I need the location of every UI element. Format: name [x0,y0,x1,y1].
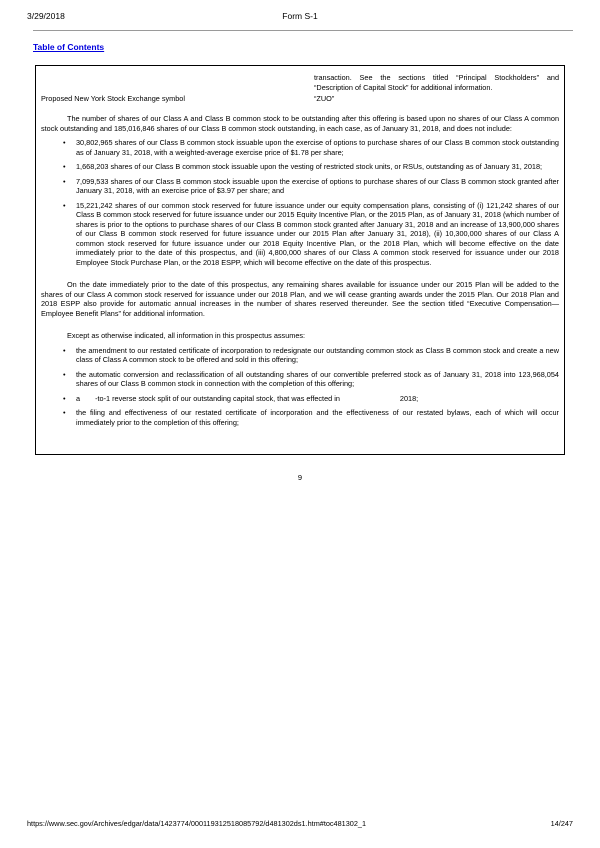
reverse-split-body: -to-1 reverse stock split of our outstanding capital stock, that was effected in [95,393,340,403]
page-number: 9 [297,473,303,482]
bullet-icon: • [63,138,66,147]
list-item-text: the amendment to our restated certificate of incorporation to redesignate our outstanding common stock as Class B common stock and create a new class of Class A common stock to be offered and sold in this offering; [76,345,559,364]
plan-rollover-paragraph: On the date immediately prior to the date of this prospectus, any remaining shares available for issuance under our 2015 Plan will be added to the shares of our Class A common stock reserved for issuance under our 2018 Plan, and we will cease granting awards under the 2015 Plan. Our 2018 Plan and 2018 ESPP also provide for automatic annual increases in the number of shares reserved thereunder. See the section titled “Executive Compensation—Employee Benefit Plans” for additional information. [41,280,559,318]
assumptions-list [41,346,559,428]
bullet-icon: • [63,200,66,210]
shares-outstanding-paragraph: The number of shares of our Class A and Class B common stock to be outstanding after this offering is based upon no shares of our Class A common stock outstanding and 185,016,846 shares of our Class B common stock outstanding, in each case, as of January 31, 2018, and does not include: [41,114,559,133]
footer-page-indicator: 14/247 [550,819,573,828]
bullet-icon: • [63,393,66,403]
list-item-text: the filing and effectiveness of our restated certificate of incorporation and the effectiveness of our restated bylaws, each of which will occur immediately prior to the completion of this offering; [76,408,559,427]
list-item [41,201,559,268]
bullet-icon: • [63,408,66,417]
print-date: 3/29/2018 [27,11,65,21]
table-of-contents-link[interactable]: Table of Contents [33,42,105,52]
list-item [41,408,559,427]
offering-summary-box [35,65,565,455]
list-item-text: the automatic conversion and reclassification of all outstanding shares of our convertible preferred stock as of January 31, 2018 into 123,968,054 shares of our Class B common stock in connection with the completion of this offering; [76,369,559,388]
reverse-split-text [76,394,559,404]
list-item-text: 7,099,533 shares of our Class B common stock issuable upon the exercise of options to purchase shares of our Class B common stock granted after January 31, 2018, with an exercise price of $3.97 per share; and [76,176,559,195]
bullet-icon: • [63,369,66,379]
continuation-text: transaction. See the sections titled “Principal Stockholders” and “Description of Capital Stock” for additional information. [314,73,559,92]
exchange-symbol-row [41,94,559,104]
print-header [27,11,573,23]
list-item [41,346,559,365]
list-item-text: 1,668,203 shares of our Class B common stock issuable upon the vesting of restricted stock units, or RSUs, outstanding as of January 31, 2018; [76,162,543,171]
list-item [41,370,559,389]
exchange-symbol-value: “ZUO” [314,93,335,103]
list-item [41,138,559,157]
header-divider [33,30,573,31]
list-item [41,162,559,172]
continuation-row [41,73,559,92]
footer-url: https://www.sec.gov/Archives/edgar/data/1423774/000119312518085792/d481302ds1.htm#toc481302_1 [27,819,367,828]
print-footer [27,819,573,828]
list-item-text: 15,221,242 shares of our common stock reserved for future issuance under our equity compensation plans, consisting of (i) 121,242 shares of our Class B common stock reserved for future issuance under our 2015 Equity Incentive Plan, or the 2015 Plan, as of January 31, 2018 (which number of shares is prior to the options to purchase shares of our Class B common stock granted after January 31, 2018 and an increase of 13,900,000 shares of our Class B common stock reserved for future issuance under our 2015 Plan after January 31, 2018), (ii) 10,300,000 shares of our Class A common stock reserved for future issuance under our 2018 Equity Incentive Plan, or the 2018 Plan, which will become effective on the date immediately prior to the date of this prospectus, and (iii) 4,800,000 shares of our Class A common stock reserved for issuance under our 2018 Employee Stock Purchase Plan, or the 2018 ESPP, which will become effective on the date of this prospectus. [76,200,559,267]
document-title: Form S-1 [282,11,318,21]
bullet-icon: • [63,162,66,171]
list-item [41,394,559,404]
reverse-split-prefix: a [76,393,81,403]
bullet-icon: • [63,176,66,186]
continuation-left-spacer [41,73,314,92]
list-item [41,177,559,196]
list-item-text: 30,802,965 shares of our Class B common stock issuable upon the exercise of options to purchase shares of our Class B common stock outstanding as of January 31, 2018, with a weighted-average exercise price of $1.78 per share; [76,138,559,157]
bullet-icon: • [63,345,66,355]
reverse-split-year: 2018; [399,393,419,403]
excluded-shares-list [41,138,559,267]
exchange-symbol-label: Proposed New York Stock Exchange symbol [41,93,185,103]
assumptions-intro-paragraph: Except as otherwise indicated, all information in this prospectus assumes: [67,331,306,340]
